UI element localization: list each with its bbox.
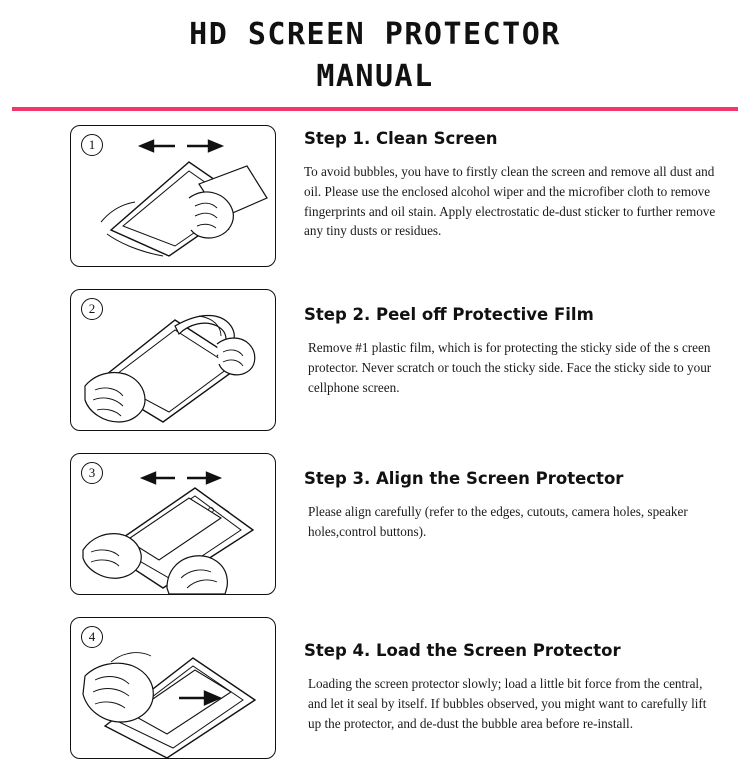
step-body: Please align carefully (refer to the edges, cutouts, camera holes, speaker holes,control buttons). [308,504,688,539]
clean-screen-illustration [70,125,276,267]
page-title-line-2: MANUAL [316,58,434,94]
document-header [0,0,750,95]
step-number-badge: 3 [81,462,103,484]
step-item [0,125,750,267]
load-protector-illustration [70,617,276,759]
step-text [276,453,736,542]
step-body: To avoid bubbles, you have to firstly clean the screen and remove all dust and oil. Please use the enclosed alcohol wiper and the microfiber cloth to remove fingerprints and oil stain. Apply electrostatic de-dust sticker to further remove any tiny dusts or residues. [304,164,716,239]
steps-list [0,125,750,759]
step-number-badge: 2 [81,298,103,320]
accent-divider [12,107,738,111]
step-text [276,289,736,397]
step-number-badge: 1 [81,134,103,156]
step-body: Remove #1 plastic film, which is for protecting the sticky side of the s creen protector. Never scratch or touch the sticky side. Face the sticky side to your cellphone screen. [308,340,712,395]
step-title: Step 2. Peel off Protective Film [304,305,594,324]
step-text [276,125,736,241]
step-title: Step 3. Align the Screen Protector [304,469,624,488]
step-item [0,453,750,595]
step-title: Step 4. Load the Screen Protector [304,641,621,660]
step-text [276,617,736,733]
step-item [0,617,750,759]
peel-film-illustration [70,289,276,431]
page-title-line-1: HD SCREEN PROTECTOR [189,17,561,52]
step-title: Step 1. Clean Screen [304,129,498,148]
step-number-badge: 4 [81,626,103,648]
step-body: Loading the screen protector slowly; load a little bit force from the central, and let it seal by itself. If bubbles observed, you might want to carefully lift up the protector, and de-dust the bubble area before re-install. [308,676,707,731]
step-item [0,289,750,431]
align-protector-illustration [70,453,276,595]
